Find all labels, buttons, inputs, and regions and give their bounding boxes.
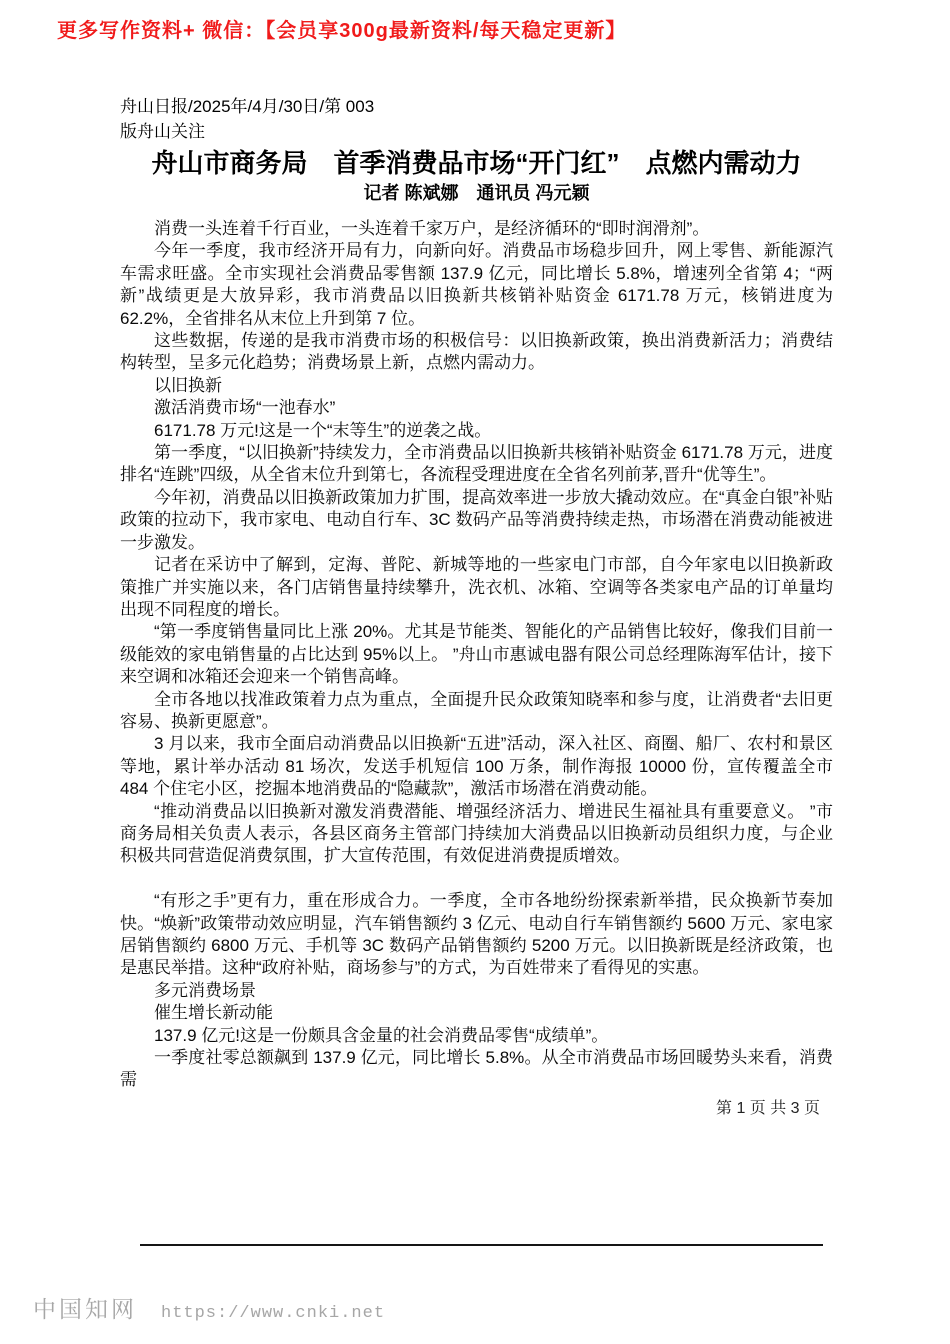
article-paragraph: 一季度社零总额飙到 137.9 亿元，同比增长 5.8%。从全市消费品市场回暖势头来看，消费需 bbox=[120, 1048, 833, 1090]
cnki-logo: 中国知网 bbox=[33, 1297, 137, 1322]
page-number: 第 1 页 共 3 页 bbox=[716, 1100, 821, 1117]
watermark bbox=[33, 1291, 385, 1324]
article-byline: 记者 陈斌娜 通讯员 冯元颖 bbox=[363, 183, 590, 203]
article-paragraph: “第一季度销售量同比上涨 20%。尤其是节能类、智能化的产品销售比较好，像我们目前一级能效的家电销售量的占比达到 95%以上。 ”舟山市惠诚电器有限公司总经理陈海军估计，接下来空调和冰箱还会迎来一个销售高峰。 bbox=[120, 622, 833, 687]
article-paragraph: 137.9 亿元!这是一份颇具含金量的社会消费品零售“成绩单”。 bbox=[154, 1025, 609, 1045]
paragraph-spacer bbox=[120, 868, 833, 890]
document-page bbox=[120, 94, 833, 1092]
article-paragraph: 全市各地以找准政策着力点为重点，全面提升民众政策知晓率和参与度，让消费者“去旧更容易、换新更愿意”。 bbox=[120, 689, 833, 731]
article-paragraph: 今年一季度，我市经济开局有力，向新向好。消费品市场稳步回升，网上零售、新能源汽车需求旺盛。全市实现社会消费品零售额 137.9 亿元，同比增长 5.8%，增速列全省第 4；“两新”战绩更是大放异彩，我市消费品以旧换新共核销补贴资金 6171.78 万元，核销进度为 62.2%，全省排名从末位上升到第 7 位。 bbox=[120, 241, 833, 328]
article-paragraph: 第一季度，“以旧换新”持续发力，全市消费品以旧换新共核销补贴资金 6171.78 万元，进度排名“连跳”四级，从全省末位升到第七，各流程受理进度在全省名列前茅,晋升“优等生”。 bbox=[120, 443, 833, 485]
article-paragraph: 今年初，消费品以旧换新政策加力扩围，提高效率进一步放大撬动效应。在“真金白银”补贴政策的拉动下，我市家电、电动自行车、3C 数码产品等消费持续走热，市场潜在消费动能被进一步激发。 bbox=[120, 487, 833, 552]
source-info-line1: 舟山日报/2025年/4月/30日/第 003 bbox=[120, 97, 375, 116]
article-body bbox=[120, 218, 833, 1092]
article-title: 舟山市商务局 首季消费品市场“开门红” 点燃内需动力 bbox=[151, 148, 802, 178]
article-paragraph: 催生增长新动能 bbox=[154, 1003, 273, 1023]
article-paragraph: “推动消费品以旧换新对激发消费潜能、增强经济活力、增进民生福祉具有重要意义。 ”市商务局相关负责人表示，各县区商务主管部门持续加大消费品以旧换新动员组织力度，与企业积极共同营造促消费氛围，扩大宣传范围，有效促进消费提质增效。 bbox=[120, 801, 833, 866]
article-paragraph: “有形之手”更有力，重在形成合力。一季度，全市各地纷纷探索新举措，民众换新节奏加快。“焕新”政策带动效应明显，汽车销售额约 3 亿元、电动自行车销售额约 5600 万元、家电家居销售额约 6800 万元、手机等 3C 数码产品销售额约 5200 万元。以旧换新既是经济政策，也是惠民举措。这种“政府补贴，商场参与”的方式，为百姓带来了看得见的实惠。 bbox=[120, 891, 833, 978]
article-paragraph: 以旧换新 bbox=[154, 375, 222, 395]
promo-banner: 更多写作资料+ 微信：【会员享300g最新资料/每天稳定更新】 bbox=[57, 20, 627, 42]
article-paragraph: 记者在采访中了解到，定海、普陀、新城等地的一些家电门市部，自今年家电以旧换新政策推广并实施以来，各门店销售量持续攀升，洗衣机、冰箱、空调等各类家电产品的订单量均出现不同程度的增长。 bbox=[120, 555, 833, 619]
article-paragraph: 这些数据，传递的是我市消费市场的积极信号：以旧换新政策，换出消费新活力；消费结构转型，呈多元化趋势；消费场景上新，点燃内需动力。 bbox=[120, 331, 833, 373]
article-paragraph: 消费一头连着千行百业，一头连着千家万户，是经济循环的“即时润滑剂”。 bbox=[154, 219, 710, 238]
article-paragraph: 3 月以来，我市全面启动消费品以旧换新“五进”活动，深入社区、商圈、船厂、农村和景区等地，累计举办活动 81 场次，发送手机短信 100 万条，制作海报 10000 份，宣传覆盖全市 484 个住宅小区，挖掘本地消费品的“隐藏款”，激活市场潜在消费动能。 bbox=[120, 734, 833, 799]
source-info-line2: 版舟山关注 bbox=[120, 122, 205, 141]
footer-divider bbox=[140, 1244, 823, 1246]
article-paragraph: 多元消费场景 bbox=[154, 980, 256, 1000]
cnki-url: https://www.cnki.net bbox=[161, 1304, 386, 1323]
article-paragraph: 激活消费市场“一池春水” bbox=[154, 398, 336, 418]
article-paragraph: 6171.78 万元!这是一个“末等生”的逆袭之战。 bbox=[154, 420, 492, 440]
